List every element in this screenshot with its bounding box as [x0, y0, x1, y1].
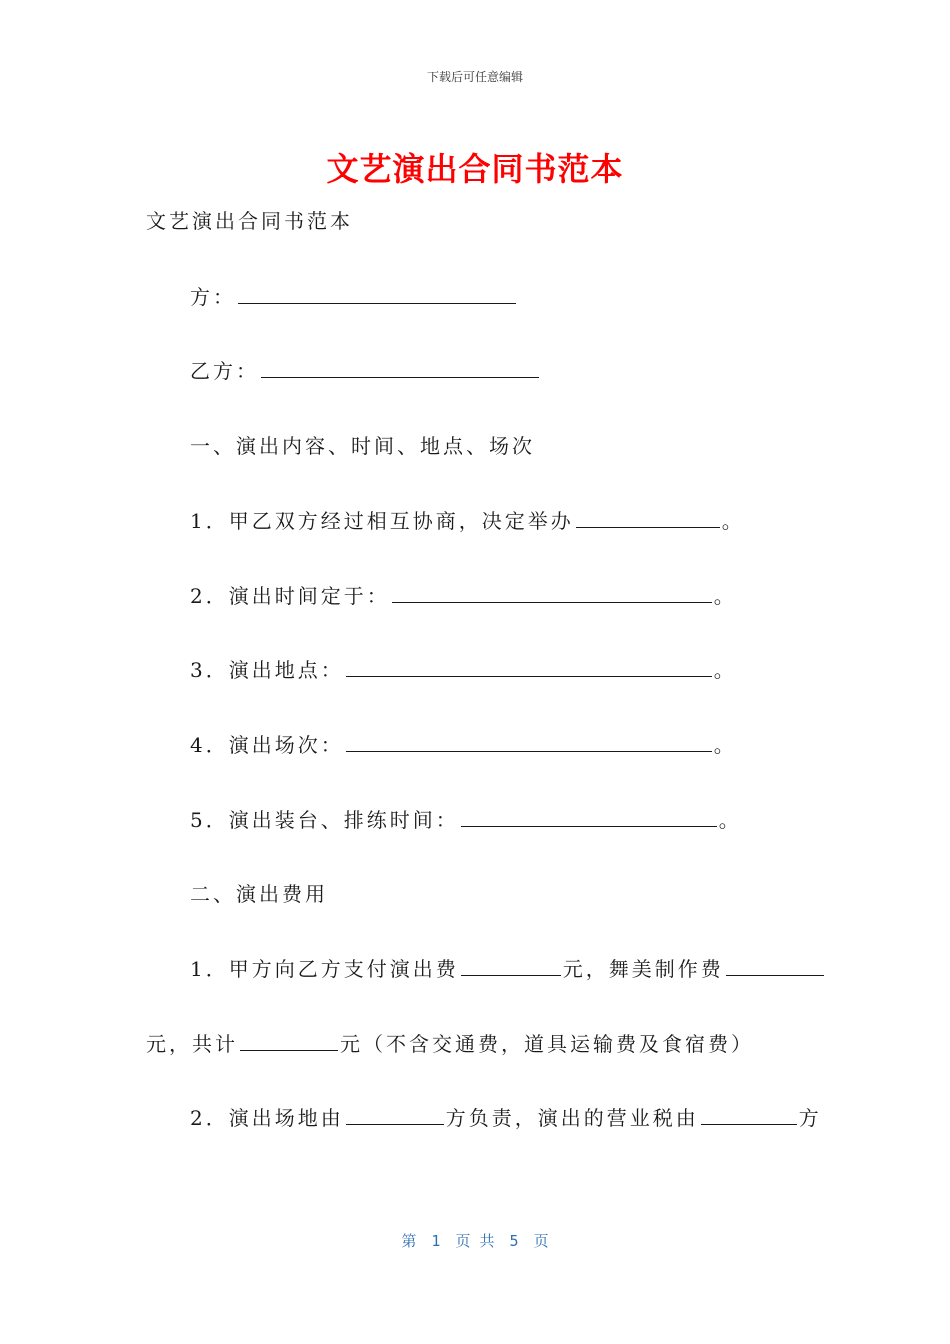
- party-a-blank: [238, 285, 516, 304]
- venue-party-blank: [346, 1106, 444, 1125]
- item1-4-text: 4．演出场次：: [190, 733, 344, 757]
- item2-2-text-a: 2．演出场地由: [190, 1106, 344, 1130]
- item1-2-period: 。: [713, 584, 737, 608]
- party-a-line: [190, 283, 518, 311]
- item2-1-text-a: 1．甲方向乙方支付演出费: [190, 957, 459, 981]
- header-note: 下载后可任意编辑: [426, 70, 523, 84]
- stage-design-fee-blank: [726, 957, 824, 976]
- item1-2-text: 2．演出时间定于：: [190, 584, 390, 608]
- item1-1-line: [190, 507, 745, 535]
- item2-1-continuation: [146, 1030, 754, 1058]
- performance-fee-blank: [461, 957, 561, 976]
- footer-middle: 页 共: [455, 1232, 495, 1250]
- item1-5-blank: [461, 808, 717, 827]
- item2-2-line: [190, 1104, 822, 1132]
- party-b-blank: [261, 359, 539, 378]
- footer-total-pages: 5: [509, 1232, 519, 1250]
- item1-2-blank: [392, 584, 712, 603]
- item1-5-period: 。: [718, 808, 742, 832]
- tax-party-blank: [701, 1106, 797, 1125]
- item1-4-blank: [346, 733, 712, 752]
- item2-2-text-c: 方: [798, 1106, 822, 1130]
- item2-1-text-b: 元，舞美制作费: [562, 957, 724, 981]
- item1-3-text: 3．演出地点：: [190, 658, 344, 682]
- item1-4-period: 。: [713, 733, 737, 757]
- item1-3-blank: [346, 658, 712, 677]
- item1-3-period: 。: [713, 658, 737, 682]
- item1-4-line: [190, 731, 737, 759]
- item1-3-line: [190, 656, 737, 684]
- item1-1-blank: [576, 509, 720, 528]
- item2-1-line: [190, 955, 826, 983]
- item2-2-text-b: 方负责，演出的营业税由: [445, 1106, 699, 1130]
- item1-2-line: [190, 582, 737, 610]
- item1-1-text: 1．甲乙双方经过相互协商，决定举办: [190, 509, 574, 533]
- item1-5-text: 5．演出装台、排练时间：: [190, 808, 459, 832]
- item2-1-text-d: 元（不含交通费，道具运输费及食宿费）: [340, 1032, 754, 1056]
- footer-prefix: 第: [401, 1232, 417, 1250]
- party-a-label: 方：: [190, 285, 236, 309]
- item1-1-period: 。: [721, 509, 745, 533]
- footer-page-number: 1: [431, 1232, 441, 1250]
- document-title: 文艺演出合同书范本: [326, 150, 624, 188]
- item1-5-line: [190, 806, 742, 834]
- footer-suffix: 页: [533, 1232, 549, 1250]
- section1-heading: 一、演出内容、时间、地点、场次: [190, 434, 535, 458]
- subtitle: 文艺演出合同书范本: [146, 209, 353, 233]
- page-footer: [0, 1230, 950, 1251]
- total-fee-blank: [240, 1032, 338, 1051]
- party-b-label: 乙方：: [190, 359, 259, 383]
- section2-heading: 二、演出费用: [190, 882, 328, 906]
- item2-1-text-c: 元，共计: [146, 1032, 238, 1056]
- party-b-line: [190, 357, 541, 385]
